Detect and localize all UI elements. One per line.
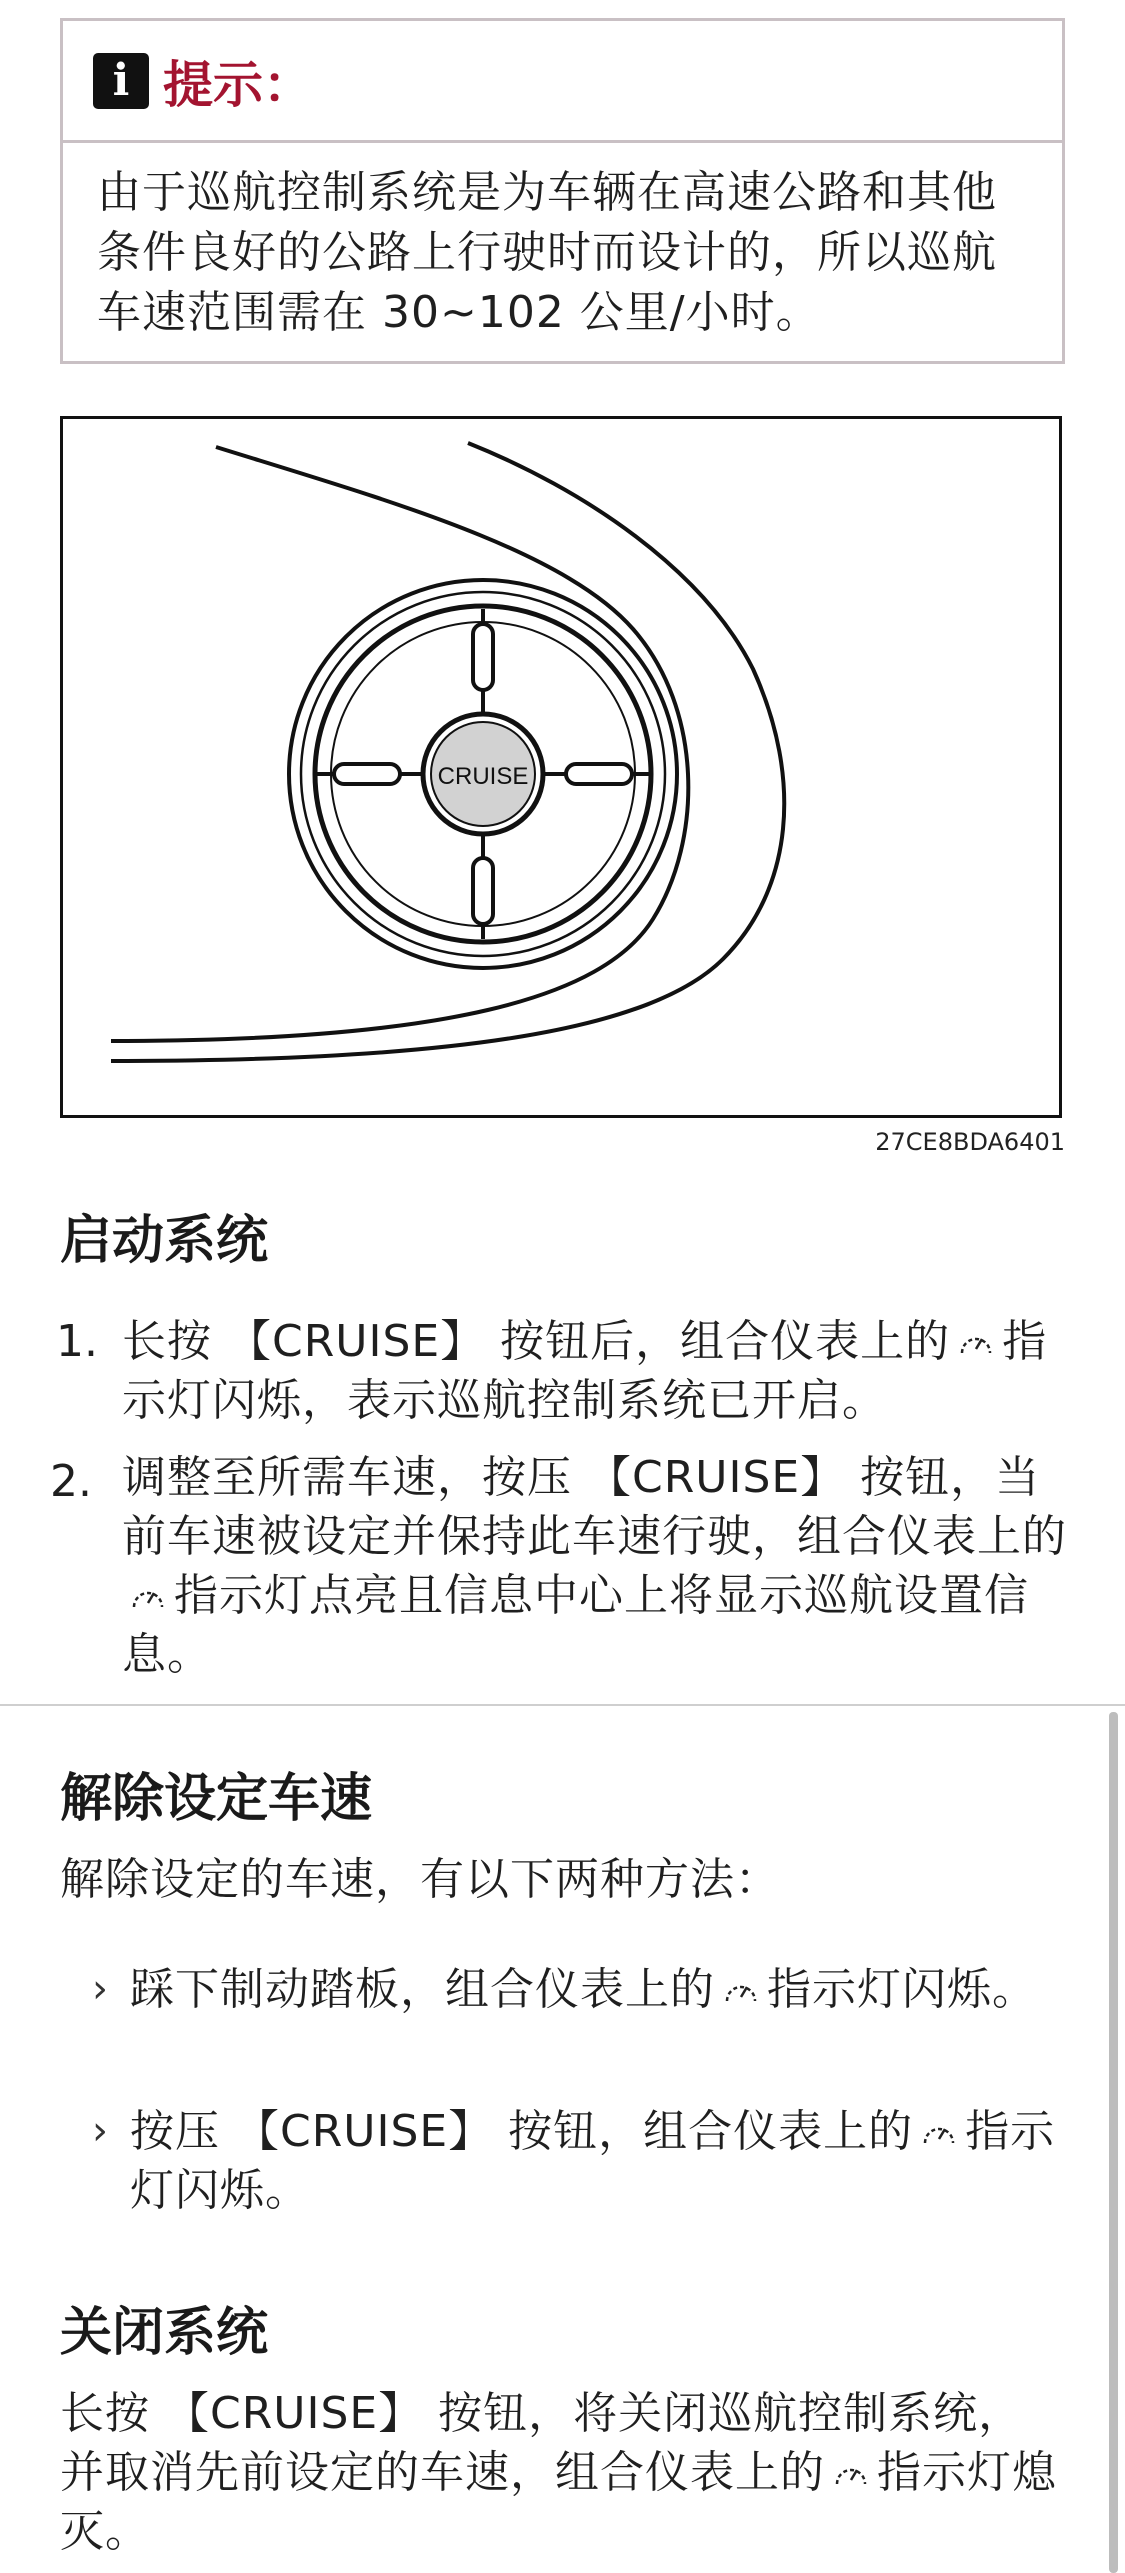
notice-box bbox=[60, 18, 1065, 364]
cruise-button-label: CRUISE bbox=[437, 763, 529, 790]
steering-wheel-illustration bbox=[63, 419, 1059, 1115]
step-number: 2. bbox=[50, 1456, 92, 1507]
notice-body: 由于巡航控制系统是为车辆在高速公路和其他条件良好的公路上行驶时而设计的，所以巡航车速范围需在 30~102 公里/小时。 bbox=[97, 167, 997, 338]
cruise-switch-figure bbox=[60, 416, 1062, 1118]
bullet-marker: › bbox=[92, 1966, 108, 2012]
cancel-item: 按压 【CRUISE】 按钮，组合仪表上的 指示灯闪烁。 bbox=[130, 2106, 1056, 2216]
cancel-heading: 解除设定车速 bbox=[60, 1769, 373, 1829]
close-text: 长按 【CRUISE】 按钮，将关闭巡航控制系统，并取消先前设定的车速，组合仪表上的 指示灯熄灭。 bbox=[60, 2388, 1057, 2557]
section-divider bbox=[0, 1704, 1125, 1706]
info-icon: i bbox=[93, 53, 149, 109]
scrollbar[interactable] bbox=[1109, 1712, 1118, 2573]
figure-code: 27CE8BDA6401 bbox=[875, 1128, 1065, 1156]
cancel-intro: 解除设定的车速，有以下两种方法： bbox=[60, 1854, 780, 1905]
cruise-indicator-icon bbox=[919, 2117, 959, 2151]
cruise-indicator-icon bbox=[128, 1581, 168, 1615]
close-heading: 关闭系统 bbox=[60, 2303, 269, 2363]
cruise-indicator-icon bbox=[956, 1327, 996, 1361]
step-number: 1. bbox=[56, 1316, 98, 1367]
cancel-item: 踩下制动踏板，组合仪表上的 指示灯闪烁。 bbox=[130, 1964, 1037, 2015]
notice-title: 提示： bbox=[163, 55, 313, 114]
cruise-indicator-icon bbox=[831, 2458, 871, 2492]
step-text: 长按 【CRUISE】 按钮后，组合仪表上的 指示灯闪烁，表示巡航控制系统已开启。 bbox=[122, 1316, 1048, 1426]
bullet-marker: › bbox=[92, 2108, 108, 2154]
start-heading: 启动系统 bbox=[60, 1211, 269, 1271]
notice-header bbox=[63, 21, 1062, 143]
cruise-indicator-icon bbox=[721, 1975, 761, 2009]
step-text: 调整至所需车速，按压 【CRUISE】 按钮，当前车速被设定并保持此车速行驶，组合仪表上的指示灯点亮且信息中心上将显示巡航设置信息。 bbox=[122, 1452, 1067, 1680]
